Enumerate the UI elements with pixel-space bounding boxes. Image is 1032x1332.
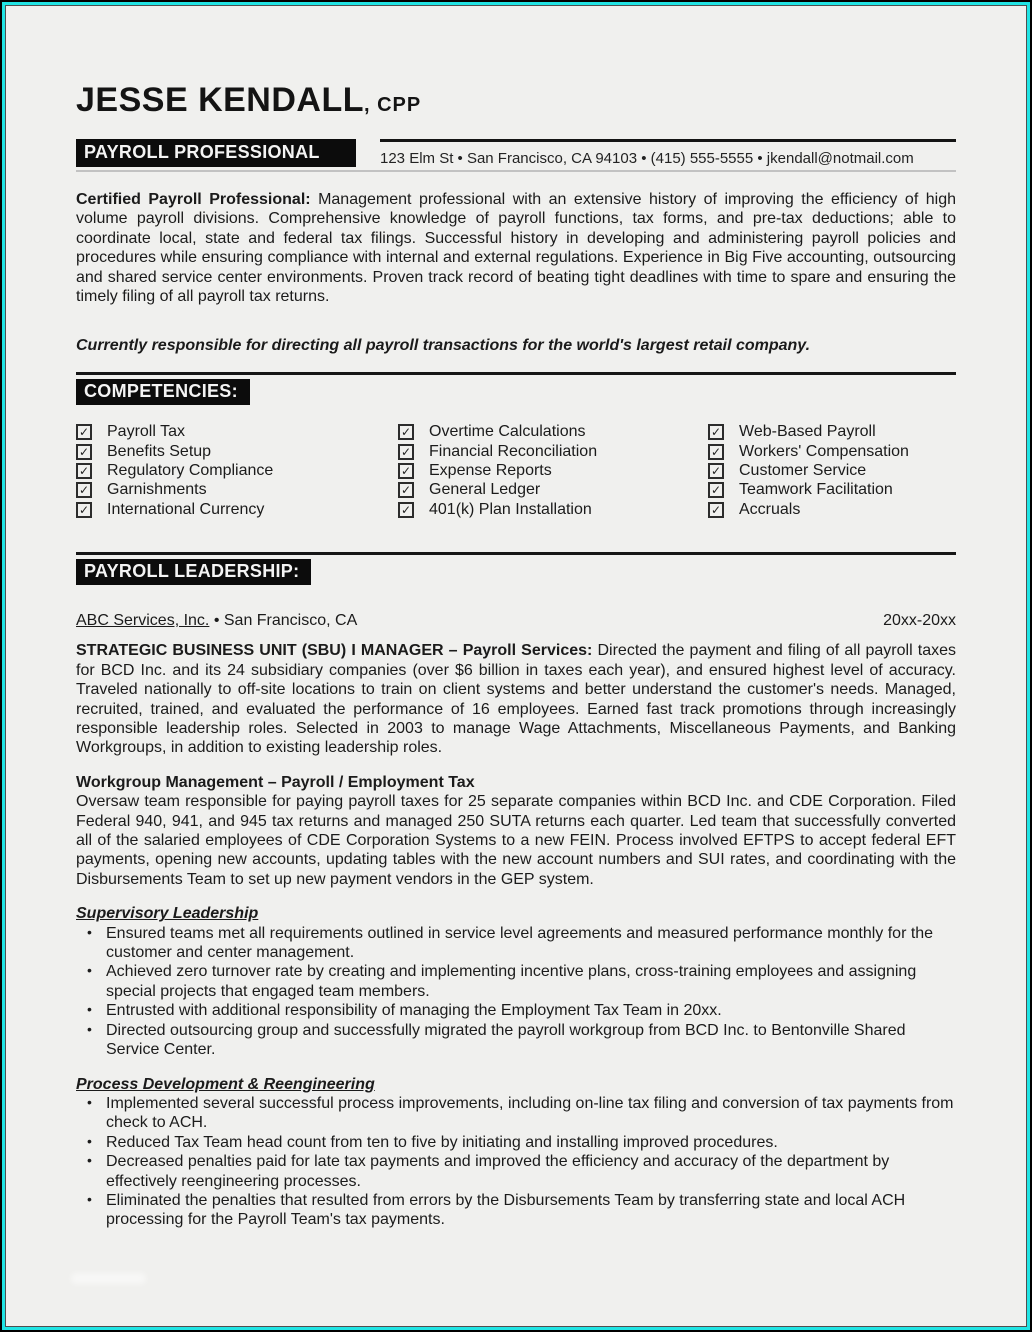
competency-label: Accruals xyxy=(739,500,801,518)
competency-label: 401(k) Plan Installation xyxy=(429,500,592,518)
bullet-icon: • xyxy=(87,1132,92,1149)
list-item xyxy=(76,1021,956,1060)
company-location xyxy=(76,612,357,630)
competency-label: Benefits Setup xyxy=(107,442,212,460)
leadership-heading: PAYROLL LEADERSHIP: xyxy=(76,559,311,585)
list-item xyxy=(76,924,956,963)
competency-label: Regulatory Compliance xyxy=(107,461,274,479)
competency-label: Financial Reconciliation xyxy=(429,442,598,460)
competency-item xyxy=(708,442,956,461)
competency-label: Teamwork Facilitation xyxy=(739,481,893,499)
competencies-column-3 xyxy=(708,422,956,519)
company-city: • San Francisco, CA xyxy=(209,612,358,630)
competency-item xyxy=(398,461,708,480)
checked-checkbox-icon: ✓ xyxy=(398,463,414,479)
competency-item xyxy=(708,422,956,441)
bullet-icon: • xyxy=(87,923,92,940)
bullet-text: Reduced Tax Team head count from ten to five by initiating and installing improved procedures. xyxy=(106,1133,778,1151)
competency-item xyxy=(76,461,398,480)
checked-checkbox-icon: ✓ xyxy=(76,502,92,518)
list-item xyxy=(76,1001,956,1020)
role-paragraph xyxy=(76,641,956,757)
checked-checkbox-icon: ✓ xyxy=(76,463,92,479)
competency-label: Web-Based Payroll xyxy=(739,423,876,441)
bullet-text: Achieved zero turnover rate by creating and implementing incentive plans, cross-training employees and assigning special projects that engaged team members. xyxy=(106,963,917,1000)
list-item xyxy=(76,1191,956,1230)
bullet-icon: • xyxy=(87,1190,92,1207)
workgroup-heading: Workgroup Management – Payroll / Employment Tax xyxy=(76,773,475,791)
checked-checkbox-icon: ✓ xyxy=(398,502,414,518)
role-title: STRATEGIC BUSINESS UNIT (SBU) I MANAGER – Payroll Services: xyxy=(76,642,593,660)
checked-checkbox-icon: ✓ xyxy=(76,424,92,440)
competency-item xyxy=(76,481,398,500)
workgroup-paragraph: Oversaw team responsible for paying payroll taxes for 25 separate companies within BCD Inc. and CDE Corporation. Filed Federal 940, 941, and 945 tax returns and managed 250 SUTA returns each quarter. Led team that successfully converted all of the salaried employees of CDE Corporation Systems to a new FEIN. Process involved EFTPS to accept federal EFT payments, opening new accounts, updating tables with the new account numbers and SUI rates, and coordinating with the Disbursements Team to set up new payment vendors in the GEP system. xyxy=(76,793,956,888)
list-item xyxy=(76,962,956,1001)
page-border xyxy=(2,2,1030,1330)
competency-label: Overtime Calculations xyxy=(429,423,586,441)
competency-item xyxy=(398,422,708,441)
checked-checkbox-icon: ✓ xyxy=(708,482,724,498)
competencies-heading: COMPETENCIES: xyxy=(76,379,250,405)
competency-label: General Ledger xyxy=(429,481,541,499)
faded-watermark xyxy=(71,1273,146,1284)
checked-checkbox-icon: ✓ xyxy=(398,444,414,460)
contact-info: 123 Elm St • San Francisco, CA 94103 • (415) 555-5555 • jkendall@notmail.com xyxy=(380,139,956,167)
supervisory-heading: Supervisory Leadership xyxy=(76,905,259,923)
competencies-column-1 xyxy=(76,422,398,519)
competency-item xyxy=(76,500,398,519)
competencies-grid xyxy=(76,422,956,519)
section-divider xyxy=(76,552,956,555)
company-row xyxy=(76,612,956,630)
competency-item xyxy=(76,422,398,441)
competency-item xyxy=(708,500,956,519)
bullet-icon: • xyxy=(87,962,92,979)
competency-item xyxy=(708,481,956,500)
bullet-icon: • xyxy=(87,1020,92,1037)
checked-checkbox-icon: ✓ xyxy=(708,502,724,518)
list-item xyxy=(76,1133,956,1152)
list-item xyxy=(76,1152,956,1191)
checked-checkbox-icon: ✓ xyxy=(398,482,414,498)
bullet-text: Eliminated the penalties that resulted from errors by the Disbursements Team by transferring state and local ACH processing for the Payroll Team's tax payments. xyxy=(106,1191,906,1229)
title-badge: PAYROLL PROFESSIONAL xyxy=(76,139,356,167)
bullet-text: Implemented several successful process improvements, including on-line tax filing and conversion of tax payments from check to ACH. xyxy=(106,1094,954,1132)
competency-label: Workers' Compensation xyxy=(739,442,909,460)
summary-paragraph xyxy=(76,190,956,306)
bullet-icon: • xyxy=(87,1093,92,1110)
process-heading: Process Development & Reengineering xyxy=(76,1075,375,1093)
checked-checkbox-icon: ✓ xyxy=(708,444,724,460)
role-description: Directed the payment and filing of all payroll taxes for BCD Inc. and its 24 subsidiary companies (over $6 billion in taxes each year), and ensured highest level of accuracy. Traveled nationally to off-site locations to train on client systems and better understand the customer's needs. Managed, recruited, trained, and evaluated the performance of 16 employees. Earned fast track promotions through increasingly responsible leadership roles. Selected in 2003 to manage Wage Attachments, Miscellaneous Payments, and Banking Workgroups, in addition to existing leadership roles. xyxy=(76,642,956,757)
header-divider xyxy=(76,170,956,172)
competencies-column-2 xyxy=(398,422,708,519)
section-divider xyxy=(76,372,956,375)
company-name: ABC Services, Inc. xyxy=(76,612,210,630)
resume-page xyxy=(5,5,1027,1327)
competency-label: Payroll Tax xyxy=(107,423,185,441)
candidate-name-line xyxy=(76,81,956,123)
list-item xyxy=(76,1094,956,1133)
competency-item xyxy=(76,442,398,461)
competency-item xyxy=(708,461,956,480)
bullet-icon: • xyxy=(87,1001,92,1018)
current-statement: Currently responsible for directing all payroll transactions for the world's largest retail company. xyxy=(76,337,811,355)
checked-checkbox-icon: ✓ xyxy=(76,444,92,460)
summary-lead: Certified Payroll Professional: xyxy=(76,191,311,208)
checked-checkbox-icon: ✓ xyxy=(76,482,92,498)
candidate-name: JESSE KENDALL xyxy=(76,81,364,119)
bullet-text: Directed outsourcing group and successfully migrated the payroll workgroup from BCD Inc. to Bentonville Shared Service Center. xyxy=(106,1021,906,1059)
employment-dates: 20xx-20xx xyxy=(883,612,956,630)
competency-label: International Currency xyxy=(107,500,265,518)
candidate-credential: , CPP xyxy=(364,94,422,116)
competency-item xyxy=(398,442,708,461)
competency-label: Garnishments xyxy=(107,481,207,499)
competency-item xyxy=(398,481,708,500)
competency-item xyxy=(398,500,708,519)
checked-checkbox-icon: ✓ xyxy=(398,424,414,440)
bullet-text: Ensured teams met all requirements outlined in service level agreements and measured performance monthly for the customer and center management. xyxy=(106,924,934,962)
bullet-text: Decreased penalties paid for late tax payments and improved the efficiency and accuracy of the department by effectively reengineering processes. xyxy=(106,1153,890,1190)
checked-checkbox-icon: ✓ xyxy=(708,424,724,440)
title-contact-row xyxy=(76,139,956,167)
bullet-text: Entrusted with additional responsibility of managing the Employment Tax Team in 20xx. xyxy=(106,1002,722,1020)
summary-body: Management professional with an extensive history of improving the efficiency of high volume payroll divisions. Comprehensive knowledge of payroll functions, tax forms, and pre-tax deductions; able to coordinate local, state and federal tax filings. Successful history in developing and administering payroll policies and procedures while ensuring compliance with internal and external regulations. Experience in Big Five accounting, outsourcing and shared service center environments. Proven track record of beating tight deadlines with time to spare and ensuring the timely filing of all payroll tax returns. xyxy=(76,191,956,306)
checked-checkbox-icon: ✓ xyxy=(708,463,724,479)
competency-label: Customer Service xyxy=(739,461,867,479)
competency-label: Expense Reports xyxy=(429,461,552,479)
bullet-icon: • xyxy=(87,1152,92,1169)
